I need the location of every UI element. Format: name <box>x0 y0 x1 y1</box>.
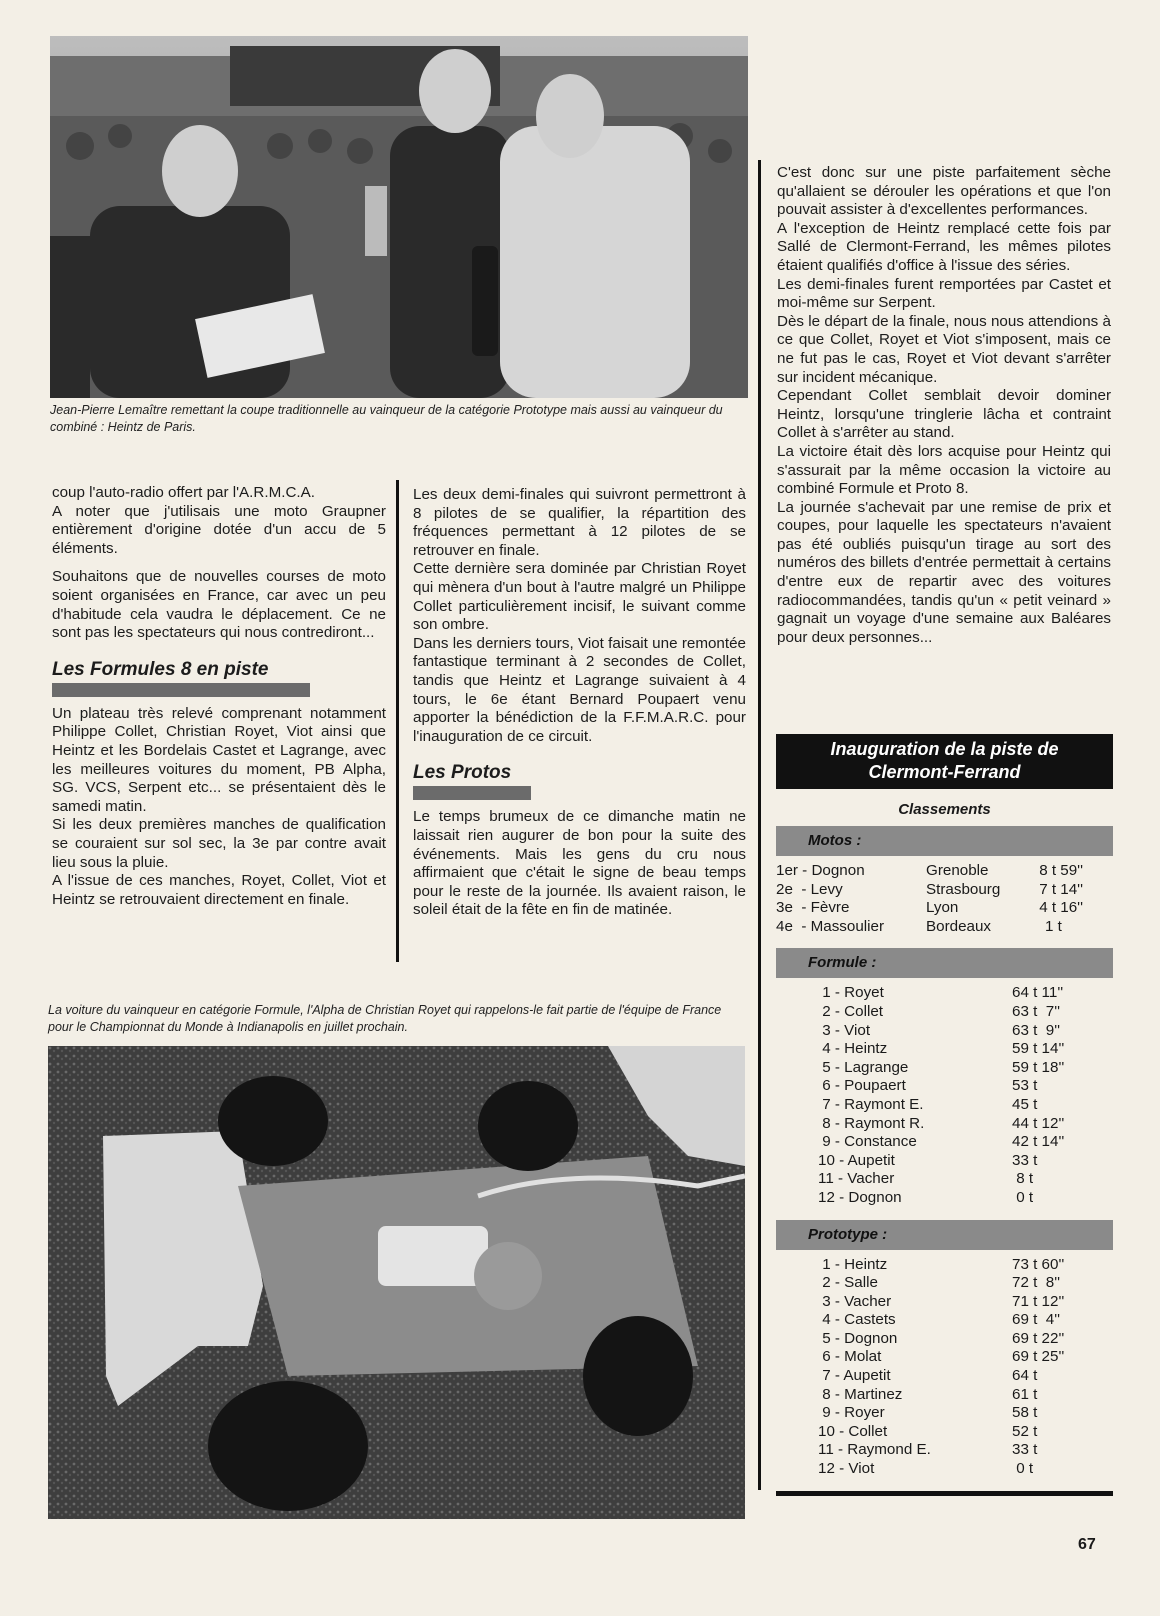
result-score: 4 t 16'' <box>1039 899 1083 917</box>
result-rank: 4e - Massoulier <box>776 917 885 935</box>
result-score: 71 t 12'' <box>1012 1292 1065 1310</box>
result-row <box>776 1311 1113 1330</box>
result-score: 33 t <box>1012 1441 1038 1459</box>
heading-formules: Les Formules 8 en piste <box>52 658 269 680</box>
results-formule <box>776 948 1113 1207</box>
paragraph: C'est donc sur une piste parfaitement sèche qu'allaient se dérouler les opérations et que l'on pouvait assister à d'excellentes performances. <box>777 164 1111 219</box>
result-score: 0 t <box>1012 1188 1034 1206</box>
result-score: 58 t <box>1012 1404 1038 1422</box>
paragraph: Le temps brumeux de ce dimanche matin ne laissait rien augurer de bon pour la suite des événements. Mais les gens du cru nous affirmaient que c'était le signe de beau temps pour le reste de la journée. Ils avaient raison, le soleil était de la fête en fin de matinée. <box>413 808 746 919</box>
result-name: 12 - Viot <box>818 1460 875 1478</box>
result-row <box>776 1003 1113 1022</box>
results-end-rule <box>776 1491 1113 1496</box>
result-row <box>776 1293 1113 1312</box>
result-score: 61 t <box>1012 1385 1038 1403</box>
result-row <box>776 918 1113 937</box>
result-row <box>776 899 1113 918</box>
result-name: 6 - Molat <box>818 1348 882 1366</box>
result-name: 3 - Vacher <box>818 1292 892 1310</box>
result-row <box>776 1059 1113 1078</box>
result-row <box>776 1441 1113 1460</box>
column-middle <box>413 486 746 920</box>
result-city: Grenoble <box>926 862 989 879</box>
paragraph: La victoire était dès lors acquise pour Heintz qui s'assurait par la même occasion la victoire au combiné Formule et Proto 8. <box>777 442 1111 498</box>
result-name: 3 - Viot <box>818 1021 871 1039</box>
result-name: 11 - Raymond E. <box>818 1441 931 1459</box>
result-score: 59 t 14'' <box>1012 1040 1065 1058</box>
result-row <box>776 1256 1113 1275</box>
result-name: 9 - Royer <box>818 1404 885 1422</box>
caption-award-ceremony: Jean-Pierre Lemaître remettant la coupe traditionnelle au vainqueur de la catégorie Prototype mais aussi au vainqueur du combiné : Heintz de Paris. <box>50 403 723 434</box>
result-name: 11 - Vacher <box>818 1170 895 1188</box>
paragraph: La journée s'achevait par une remise de prix et coupes, pour laquelle les spectateurs n'avaient pas été oubliés puisqu'un tirage au sort des numéros des billets d'entrée permettait à certains d'entre eux de repartir avec des voitures radiocommandées, tandis qu'un « petit veinard » gagnait un voyage d'une semaine aux Baléares pour deux personnes... <box>777 498 1111 646</box>
result-name: 8 - Martinez <box>818 1385 903 1403</box>
result-name: 5 - Dognon <box>818 1329 898 1347</box>
paragraph: Dès le départ de la finale, nous nous attendions à ce que Collet, Royet et Viot s'imposent, mais ce ne fut pas le cas, Royet et Viot devant s'arrêter sur incident mécanique. <box>777 312 1111 386</box>
result-name: 1 - Heintz <box>818 1255 888 1273</box>
paragraph: Les deux demi-finales qui suivront permettront à 8 pilotes de se qualifier, la répartition des fréquences permettant à 12 pilotes de se retrouver en finale. <box>413 486 746 559</box>
paragraph: Les demi-finales furent remportées par Castet et moi-même sur Serpent. <box>777 275 1111 312</box>
result-row <box>776 1330 1113 1349</box>
result-row <box>776 1077 1113 1096</box>
result-row <box>776 1274 1113 1293</box>
result-score: 1 t <box>1045 917 1083 935</box>
result-row <box>776 1189 1113 1208</box>
column-right <box>777 164 1111 647</box>
result-row <box>776 862 1113 881</box>
result-score: 53 t <box>1012 1077 1038 1095</box>
results-prototype <box>776 1220 1113 1479</box>
page-number: 67 <box>1078 1536 1096 1553</box>
results-title-line: Clermont-Ferrand <box>868 762 1021 782</box>
result-score: 69 t 4'' <box>1012 1311 1061 1329</box>
heading-underline-bar <box>52 683 310 697</box>
category-label-motos: Motos : <box>776 826 1113 856</box>
result-score: 69 t 25'' <box>1012 1348 1065 1366</box>
paragraph: Cette dernière sera dominée par Christian Royet qui mènera d'un bout à l'autre malgré un Philippe Collet particulièrement incisif, le suivant comme son ombre. <box>413 560 746 634</box>
result-name: 7 - Aupetit <box>818 1367 891 1385</box>
column-divider <box>396 480 399 962</box>
results-box <box>776 734 1113 1496</box>
results-subtitle: Classements <box>898 801 991 818</box>
rc-car-image <box>48 1046 745 1519</box>
paragraph: coup l'auto-radio offert par l'A.R.M.C.A. <box>52 484 315 501</box>
photo-award-ceremony <box>50 36 748 398</box>
result-name: 2 - Salle <box>818 1274 878 1292</box>
result-score: 64 t <box>1012 1367 1038 1385</box>
result-row <box>776 1040 1113 1059</box>
results-motos <box>776 826 1113 936</box>
result-score: 8 t 59'' <box>1039 862 1083 879</box>
paragraph: Si les deux premières manches de qualification se couraient sur sol sec, la 3e par contre avait lieu sous la pluie. <box>52 816 386 871</box>
results-title-line: Inauguration de la piste de <box>830 739 1059 759</box>
paragraph: Dans les derniers tours, Viot faisait une remontée fantastique terminant à 2 secondes de Collet, tandis que Heintz et Lagrange suivaient à 4 tours, le 6e étant Bernard Poupaert venu apporter la bénédiction de la F.F.M.A.R.C. pour l'inauguration de ce circuit. <box>413 634 746 745</box>
result-row <box>776 1022 1113 1041</box>
result-row <box>776 1367 1113 1386</box>
result-name: 9 - Constance <box>818 1133 917 1151</box>
result-city: Lyon <box>926 899 959 917</box>
result-name: 10 - Collet <box>818 1422 888 1440</box>
category-label-prototype: Prototype : <box>776 1220 1113 1250</box>
result-name: 10 - Aupetit <box>818 1151 895 1169</box>
result-row <box>776 1348 1113 1367</box>
result-score: 64 t 11'' <box>1012 984 1064 1002</box>
result-row <box>776 1096 1113 1115</box>
category-label-formule: Formule : <box>776 948 1113 978</box>
result-score: 45 t <box>1012 1095 1038 1113</box>
result-score: 0 t <box>1012 1460 1034 1478</box>
result-score: 63 t 7'' <box>1012 1002 1061 1020</box>
result-score: 8 t <box>1012 1170 1034 1188</box>
result-rank: 1er - Dognon <box>776 862 865 879</box>
result-rank: 2e - Levy <box>776 880 843 898</box>
paragraph: Cependant Collet semblait devoir dominer Heintz, lorsqu'une tringlerie lâcha et contraint Collet à s'arrêter au stand. <box>777 387 1111 442</box>
result-score: 59 t 18'' <box>1012 1058 1065 1076</box>
result-name: 12 - Dognon <box>818 1188 902 1206</box>
paragraph: Souhaitons que de nouvelles courses de moto soient organisées en France, car avec un peu d'habitude cela vaudra le déplacement. Ce ne sont pas les spectateurs qui nous contrediront... <box>52 568 386 642</box>
result-row <box>776 1170 1113 1189</box>
column-divider <box>758 160 761 1490</box>
result-name: 4 - Heintz <box>818 1040 888 1058</box>
results-formule-rows <box>776 984 1113 1207</box>
result-row <box>776 1404 1113 1423</box>
result-city: Strasbourg <box>926 880 1001 898</box>
paragraph: A l'issue de ces manches, Royet, Collet, Viot et Heintz se retrouvaient directement en finale. <box>52 872 386 908</box>
result-name: 4 - Castets <box>818 1311 896 1329</box>
heading-protos: Les Protos <box>413 762 512 784</box>
result-row <box>776 1152 1113 1171</box>
result-score: 42 t 14'' <box>1012 1133 1065 1151</box>
result-rank: 3e - Fèvre <box>776 899 850 917</box>
paragraph: A l'exception de Heintz remplacé cette fois par Sallé de Clermont-Ferrand, les mêmes pilotes étaient qualifiés d'office à l'issue des séries. <box>777 219 1111 274</box>
column-left <box>52 484 386 909</box>
paragraph: Un plateau très relevé comprenant notamment Philippe Collet, Christian Royet, Viot ainsi que Heintz et les Bordelais Castet et Lagrange, avec les meilleures voitures du moment, PB Alpha, SG. VCS, Serpent etc... se présentaient dès le samedi matin. <box>52 704 386 815</box>
award-ceremony-image <box>50 36 748 398</box>
result-score: 73 t 60'' <box>1012 1255 1065 1273</box>
paragraph: A noter que j'utilisais une moto Graupner entièrement d'origine dotée d'un accu de 5 éléments. <box>52 502 386 557</box>
result-score: 33 t <box>1012 1151 1038 1169</box>
result-name: 6 - Poupaert <box>818 1077 906 1095</box>
result-score: 69 t 22'' <box>1012 1329 1065 1347</box>
result-row <box>776 1460 1113 1479</box>
result-name: 2 - Collet <box>818 1002 883 1020</box>
results-motos-rows <box>776 862 1113 936</box>
result-row <box>776 1133 1113 1152</box>
result-row <box>776 881 1113 900</box>
result-score: 72 t 8'' <box>1012 1274 1061 1292</box>
result-row <box>776 1386 1113 1405</box>
heading-underline-bar <box>413 786 531 800</box>
result-score: 52 t <box>1012 1422 1038 1440</box>
result-score: 44 t 12'' <box>1012 1114 1065 1132</box>
caption-car: La voiture du vainqueur en catégorie Formule, l'Alpha de Christian Royet qui rappelons-le fait partie de l'équipe de France pour le Championnat du Monde à Indianapolis en juillet prochain. <box>48 1003 722 1034</box>
result-row <box>776 1423 1113 1442</box>
results-prototype-rows <box>776 1256 1113 1479</box>
result-name: 5 - Lagrange <box>818 1058 909 1076</box>
result-name: 1 - Royet <box>818 984 884 1002</box>
result-score: 63 t 9'' <box>1012 1021 1061 1039</box>
results-title <box>776 734 1113 789</box>
result-row <box>776 1115 1113 1134</box>
result-name: 8 - Raymont R. <box>818 1114 925 1132</box>
result-row <box>776 984 1113 1003</box>
photo-rc-car <box>48 1046 745 1519</box>
result-name: 7 - Raymont E. <box>818 1095 924 1113</box>
result-score: 7 t 14'' <box>1039 880 1083 898</box>
result-city: Bordeaux <box>926 917 992 935</box>
